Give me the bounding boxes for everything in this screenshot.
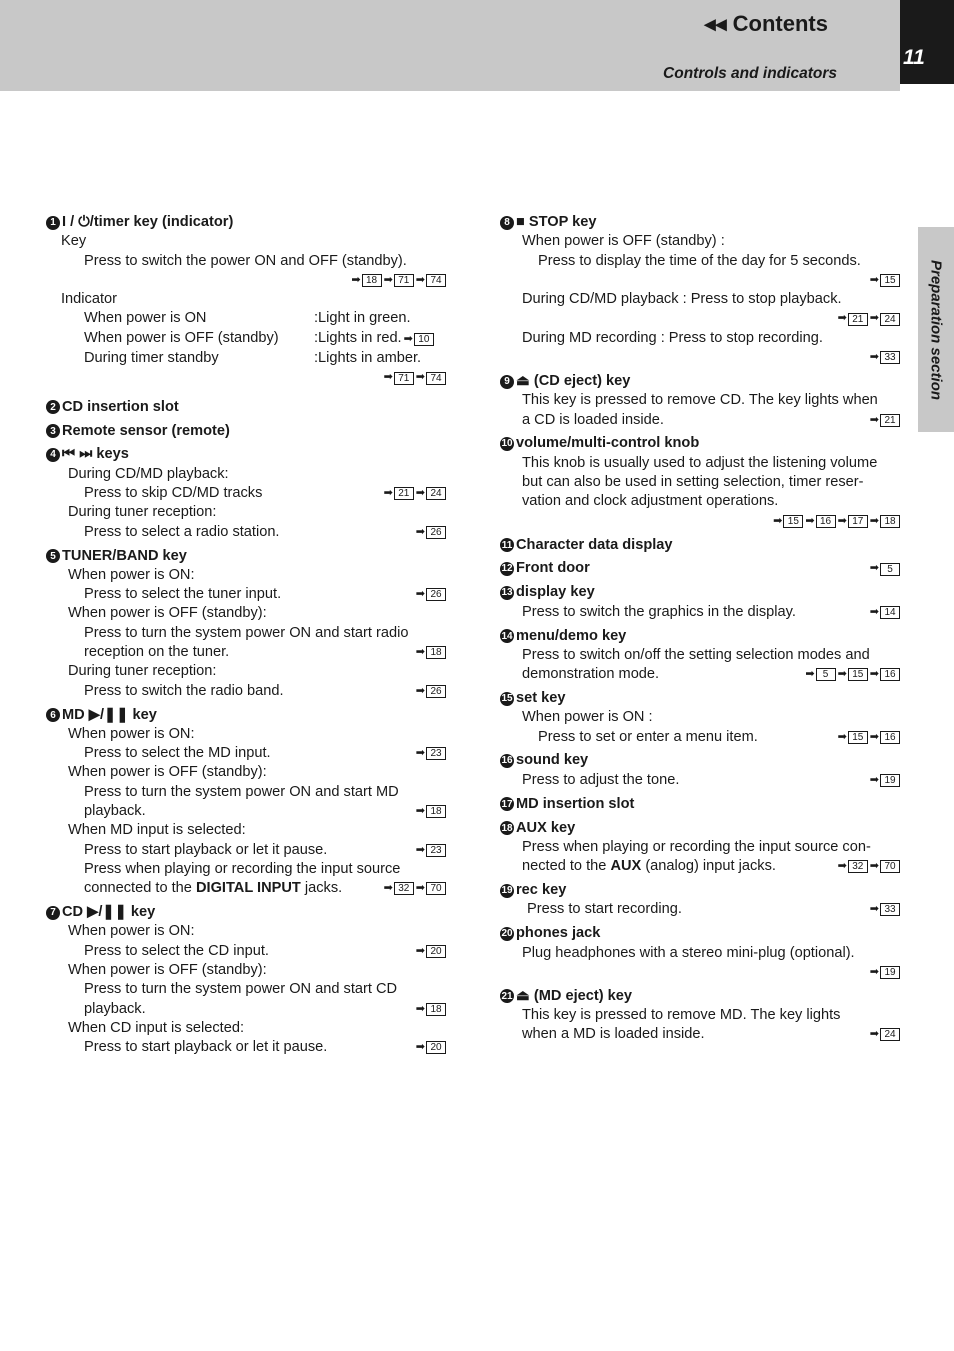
section-subtitle: Controls and indicators (663, 65, 837, 82)
page-refs (868, 771, 900, 790)
entry-title: CD insertion slot (62, 398, 179, 415)
entry-18 (500, 819, 900, 877)
page-refs (414, 841, 446, 860)
page-refs (382, 484, 446, 503)
entry-text: :Lights in amber. (314, 350, 422, 367)
page-ref-box: 18 (426, 805, 446, 818)
right-column (500, 213, 900, 1049)
arrow-icon: ➡ (415, 804, 425, 817)
page-refs (868, 1025, 900, 1044)
page-ref-box: 5 (816, 668, 836, 681)
arrow-icon: ➡ (869, 562, 879, 575)
entry-title: ■ STOP key (516, 214, 597, 230)
item-number: 2 (46, 400, 60, 414)
entry-title: TUNER/BAND key (62, 547, 187, 564)
entry-text: Press when playing or recording the input source con- (522, 838, 871, 855)
entry-7 (46, 903, 446, 1057)
entry-title: ⏏ (CD eject) key (516, 372, 631, 389)
page-ref-box: 15 (848, 668, 868, 681)
page-refs (414, 1038, 446, 1057)
page-ref-box: 26 (426, 526, 446, 539)
entry-text: When power is ON: (68, 923, 195, 940)
entry-title: AUX key (516, 819, 576, 836)
arrow-icon: ➡ (415, 588, 425, 601)
arrow-icon: ➡ (383, 882, 393, 895)
arrow-icon: ➡ (415, 882, 425, 895)
item-number: 7 (46, 906, 60, 920)
entry-text: demonstration mode. (522, 666, 660, 683)
arrow-icon: ➡ (869, 413, 879, 426)
entry-text: Plug headphones with a stereo mini-plug (optional). (522, 944, 855, 961)
arrow-icon: ➡ (869, 860, 879, 873)
page-refs (414, 1000, 446, 1019)
page-ref-box: 71 (394, 372, 414, 385)
page-ref-box: 18 (880, 515, 900, 528)
page-refs (382, 879, 446, 898)
page-ref-box: 14 (880, 606, 900, 619)
entry-17 (500, 795, 900, 814)
page-ref-box: 33 (880, 351, 900, 364)
entry-6 (46, 706, 446, 899)
page-ref-box: 70 (880, 860, 900, 873)
page-refs (836, 857, 900, 876)
page-ref-box: 18 (426, 646, 446, 659)
item-number: 1 (46, 216, 60, 230)
item-number: 20 (501, 928, 513, 940)
page-ref-box: 16 (880, 668, 900, 681)
arrow-icon: ➡ (869, 1028, 879, 1041)
contents-title: ◂◂ Contents (704, 11, 828, 36)
entry-text: This key is pressed to remove MD. The key lights (522, 1007, 841, 1023)
entry-title: set key (516, 689, 566, 706)
item-number: 6 (46, 708, 60, 722)
entry-text: :Light in green. (314, 310, 411, 327)
entry-5 (46, 547, 446, 701)
entry-text-bold: AUX (610, 858, 642, 875)
entry-title: sound key (516, 752, 589, 769)
entry-text: When power is OFF (standby): (68, 764, 267, 781)
entry-text: playback. (84, 1000, 146, 1017)
entry-title: Remote sensor (remote) (62, 422, 230, 439)
entry-text: Press to select a radio station. (84, 523, 280, 540)
arrow-icon: ➡ (415, 1002, 425, 1015)
entry-text: When CD input is selected: (68, 1019, 245, 1036)
arrow-icon: ➡ (415, 944, 425, 957)
item-number: 5 (46, 549, 60, 563)
arrow-icon: ➡ (869, 605, 879, 618)
page-ref-box: 24 (426, 487, 446, 500)
page-refs (868, 559, 900, 578)
page-refs (803, 665, 900, 684)
arrow-icon: ➡ (837, 514, 847, 527)
entry-12 (500, 559, 900, 578)
entry-title: Character data display (516, 536, 673, 553)
entry-text: when a MD is loaded inside. (522, 1026, 705, 1043)
entry-title: phones jack (516, 925, 601, 942)
page-ref-box: 32 (394, 882, 414, 895)
arrow-icon: ➡ (837, 312, 847, 325)
page-ref-box: 23 (426, 844, 446, 857)
entry-21 (500, 987, 900, 1045)
page-ref-box: 5 (880, 563, 900, 576)
entry-text: During tuner reception: (68, 504, 217, 521)
entry-title: volume/multi-control knob (516, 435, 700, 452)
entry-title: Front door (516, 560, 590, 577)
entry-text: When power is OFF (standby): (68, 605, 267, 622)
page-ref-box: 70 (426, 882, 446, 895)
arrow-icon: ➡ (415, 646, 425, 659)
arrow-icon: ➡ (415, 273, 425, 286)
page-ref-box: 21 (848, 313, 868, 326)
entry-text: Indicator (61, 291, 117, 308)
page-refs (414, 643, 446, 662)
entry-10 (500, 434, 900, 530)
entry-text: Press to start playback or let it pause. (84, 1039, 328, 1056)
item-number: 13 (501, 587, 513, 599)
item-number: 14 (501, 630, 513, 642)
page-ref-box: 19 (880, 774, 900, 787)
page-refs (414, 802, 446, 821)
entry-16 (500, 751, 900, 790)
page-number: 11 (903, 46, 925, 69)
entry-text: vation and clock adjustment operations. (522, 493, 779, 510)
entry-19 (500, 881, 900, 920)
entry-text: When power is OFF (standby) : (522, 233, 725, 250)
entry-title: display key (516, 584, 595, 601)
item-number: 19 (501, 885, 513, 897)
item-number: 18 (501, 822, 513, 834)
entry-title: I / ⏻/timer key (indicator) (62, 214, 234, 230)
item-number: 8 (500, 216, 514, 230)
page-refs (836, 309, 900, 328)
entry-13 (500, 583, 900, 622)
entry-15 (500, 689, 900, 747)
entry-text: Press to switch on/off the setting selection modes and (522, 646, 870, 663)
page-refs (414, 942, 446, 961)
entry-9 (500, 372, 900, 430)
entry-text: Press to select the CD input. (84, 942, 269, 959)
arrow-icon: ➡ (415, 371, 425, 384)
entry-3 (46, 422, 446, 441)
entry-text: During CD/MD playback: (68, 465, 229, 482)
arrow-icon: ➡ (383, 273, 393, 286)
entry-text: When power is ON: (68, 725, 195, 742)
page-ref-box: 21 (394, 487, 414, 500)
arrow-icon: ➡ (383, 487, 393, 500)
arrow-icon: ➡ (869, 273, 879, 286)
entry-text: Press to turn the system power ON and start radio (84, 624, 409, 641)
arrow-icon: ➡ (403, 332, 413, 345)
arrow-icon: ➡ (415, 747, 425, 760)
item-number: 12 (501, 563, 513, 575)
arrow-icon: ➡ (383, 371, 393, 384)
page-ref-box: 18 (362, 274, 382, 287)
page-ref-box: 23 (426, 747, 446, 760)
arrow-icon: ➡ (415, 487, 425, 500)
entry-11 (500, 536, 900, 555)
entry-20 (500, 924, 900, 982)
page-ref-box: 18 (426, 1003, 446, 1016)
entry-text: Press to switch the power ON and OFF (standby). (84, 252, 407, 269)
arrow-icon: ➡ (415, 843, 425, 856)
entry-text: Press to skip CD/MD tracks (84, 485, 263, 502)
arrow-icon: ➡ (869, 351, 879, 364)
entry-text: Press to display the time of the day for 5 seconds. (538, 252, 861, 269)
item-number: 15 (501, 692, 513, 704)
entry-text: (analog) input jacks. (641, 858, 776, 875)
entry-text: reception on the tuner. (84, 644, 230, 661)
page-ref-box: 21 (880, 414, 900, 427)
item-number: 17 (501, 798, 513, 810)
entry-text: During timer standby (84, 350, 219, 367)
entry-title: ⏮ ⏭ keys (62, 446, 129, 463)
entry-text: During tuner reception: (68, 663, 217, 680)
page-refs (771, 512, 900, 531)
page-refs (414, 585, 446, 604)
entry-title: menu/demo key (516, 627, 627, 644)
entry-1 (46, 213, 446, 388)
arrow-icon: ➡ (805, 514, 815, 527)
entry-text: When power is ON (84, 310, 207, 327)
entry-text: a CD is loaded inside. (522, 411, 664, 428)
entry-text-bold: DIGITAL INPUT (195, 880, 301, 897)
entry-text: When power is OFF (standby): (68, 961, 267, 978)
page-ref-box: 17 (848, 515, 868, 528)
page-refs (868, 603, 900, 622)
entry-title: ⏏ (MD eject) key (516, 987, 632, 1004)
entry-text: :Lights in red. (314, 329, 402, 346)
entry-title: rec key (516, 882, 567, 899)
entry-4 (46, 445, 446, 541)
page-ref-box: 15 (783, 515, 803, 528)
entry-text: Key (61, 233, 87, 250)
arrow-icon: ➡ (415, 525, 425, 538)
page-refs (414, 682, 446, 701)
entry-text: but can also be used in setting selection, timer reser- (522, 474, 864, 491)
entry-text: Press when playing or recording the input source (84, 860, 401, 877)
entry-text: This knob is usually used to adjust the listening volume (522, 454, 878, 471)
page-ref-box: 16 (880, 731, 900, 744)
arrow-icon: ➡ (869, 965, 879, 978)
arrow-icon: ➡ (869, 514, 879, 527)
entry-text: Press to turn the system power ON and start CD (84, 981, 398, 998)
arrow-icon: ➡ (869, 730, 879, 743)
arrow-icon: ➡ (869, 903, 879, 916)
entry-text: When power is ON : (522, 709, 653, 726)
arrow-icon: ➡ (805, 668, 815, 681)
entry-text: Press to switch the radio band. (84, 682, 284, 699)
entry-text: Press to adjust the tone. (522, 771, 680, 788)
item-number: 21 (501, 990, 513, 1002)
entry-text: When power is ON: (68, 566, 195, 583)
page-ref-box: 15 (880, 274, 900, 287)
entry-text: When MD input is selected: (68, 822, 246, 839)
left-column (46, 213, 446, 1062)
page-ref-box: 71 (394, 274, 414, 287)
page-refs (868, 900, 900, 919)
entry-title: MD ▶/❚❚ key (62, 706, 157, 723)
item-number: 11 (501, 539, 513, 551)
page-ref-box: 26 (426, 588, 446, 601)
entry-text: When power is OFF (standby) (84, 329, 279, 346)
entry-8 (500, 213, 900, 367)
entry-text: connected to the (84, 880, 196, 897)
arrow-icon: ➡ (837, 730, 847, 743)
page-refs (402, 330, 434, 349)
page-refs (382, 368, 446, 387)
page-ref-box: 24 (880, 313, 900, 326)
entry-title: CD ▶/❚❚ key (62, 904, 156, 921)
entry-text: This key is pressed to remove CD. The key lights when (522, 392, 878, 409)
arrow-icon: ➡ (415, 1041, 425, 1054)
page-refs (414, 744, 446, 763)
page-ref-box: 33 (880, 903, 900, 916)
entry-text: Press to set or enter a menu item. (538, 728, 758, 745)
page-refs (868, 963, 900, 982)
item-number: 9 (500, 375, 514, 389)
entry-text: Press to switch the graphics in the display. (522, 603, 796, 620)
entry-title: MD insertion slot (516, 795, 635, 812)
page-ref-box: 15 (848, 731, 868, 744)
arrow-icon: ➡ (869, 668, 879, 681)
page-refs (868, 411, 900, 430)
entry-2 (46, 398, 446, 417)
page-ref-box: 24 (880, 1028, 900, 1041)
entry-text: Press to select the MD input. (84, 745, 271, 762)
entry-text: During CD/MD playback : Press to stop playback. (522, 291, 842, 308)
entry-text: Press to start recording. (527, 901, 682, 918)
entry-text: Press to select the tuner input. (84, 586, 282, 603)
page-refs (414, 523, 446, 542)
page-ref-box: 10 (414, 333, 434, 346)
page-refs (868, 348, 900, 367)
arrow-icon: ➡ (351, 273, 361, 286)
header-bar (0, 0, 900, 91)
item-number: 4 (46, 448, 60, 462)
page-ref-box: 74 (426, 372, 446, 385)
item-number: 16 (501, 755, 513, 767)
arrow-icon: ➡ (415, 684, 425, 697)
entry-14 (500, 627, 900, 685)
side-tab (918, 227, 954, 432)
entry-text: During MD recording : Press to stop recording. (522, 329, 823, 346)
page-ref-box: 32 (848, 860, 868, 873)
side-tab-label: Preparation section (927, 259, 945, 400)
arrow-icon: ➡ (837, 668, 847, 681)
page-ref-box: 19 (880, 966, 900, 979)
page-number-box (900, 0, 954, 84)
page-ref-box: 20 (426, 945, 446, 958)
page-refs (349, 271, 446, 290)
item-number: 10 (501, 438, 513, 450)
entry-text: playback. (84, 802, 146, 819)
arrow-icon: ➡ (869, 773, 879, 786)
item-number: 3 (46, 424, 60, 438)
entry-text: Press to start playback or let it pause. (84, 841, 328, 858)
entry-text: nected to the (522, 858, 611, 875)
page-ref-box: 26 (426, 685, 446, 698)
entry-text: Press to turn the system power ON and start MD (84, 783, 399, 800)
page-ref-box: 20 (426, 1041, 446, 1054)
entry-text: jacks. (300, 880, 343, 897)
page-ref-box: 74 (426, 274, 446, 287)
arrow-icon: ➡ (869, 312, 879, 325)
page-refs (836, 728, 900, 747)
arrow-icon: ➡ (773, 514, 783, 527)
arrow-icon: ➡ (837, 860, 847, 873)
page-refs (868, 271, 900, 290)
page-ref-box: 16 (816, 515, 836, 528)
